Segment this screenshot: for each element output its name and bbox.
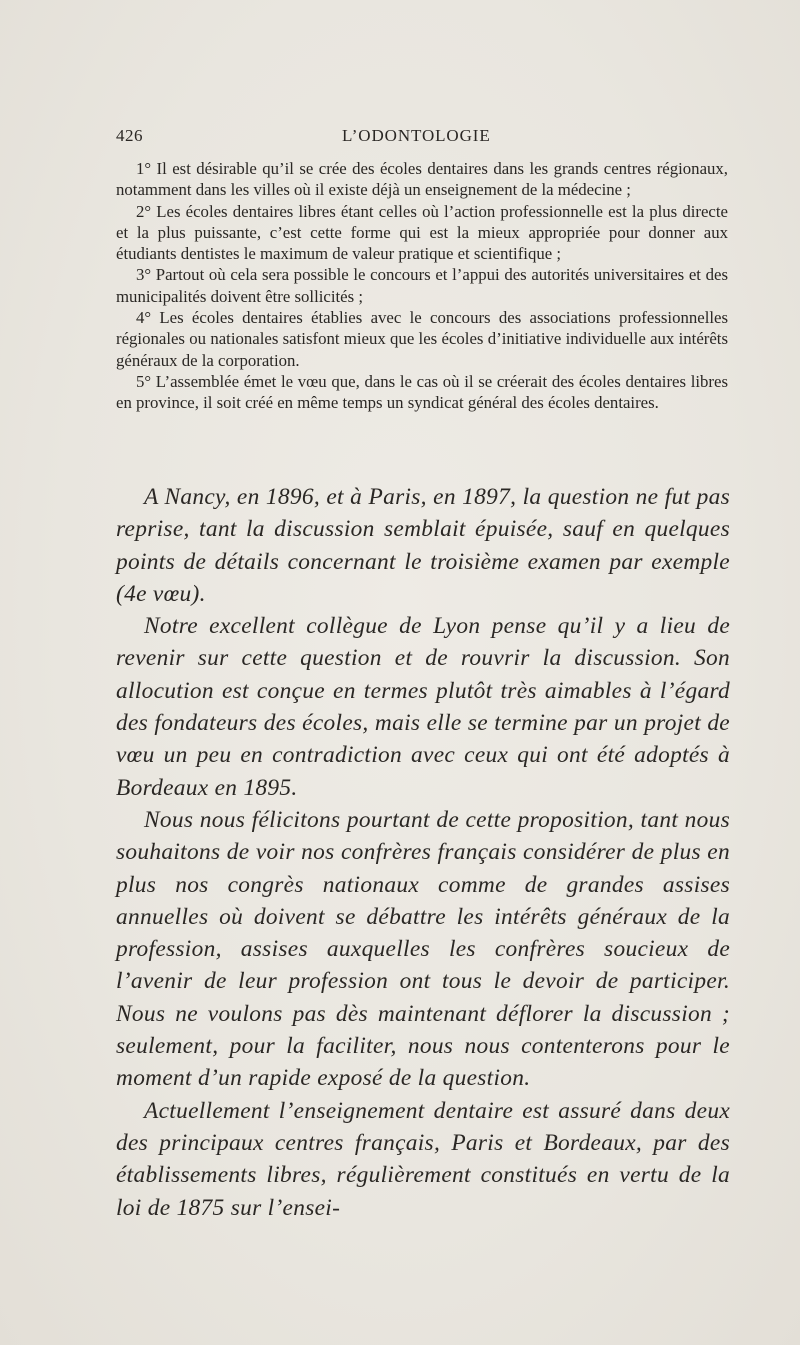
resolutions-list	[116, 158, 728, 414]
commentary-paragraph: Notre excellent collègue de Lyon pense qu’il y a lieu de revenir sur cette question et de rouvrir la discussion. Son allocution est conçue en termes plutôt très aimables à l’égard des fondateurs des écoles, mais elle se termine par un projet de vœu un peu en contradiction avec ceux qui ont été adoptés à Bordeaux en 1895.	[116, 613, 730, 801]
resolution-item: 2° Les écoles dentaires libres étant celles où l’action professionnelle est la plus directe et la plus puissante, c’est cette forme qui est la mieux appropriée pour donner aux étudiants dentistes le maximum de valeur pratique et scientifique ;	[116, 201, 728, 264]
commentary-paragraph: Nous nous félicitons pourtant de cette proposition, tant nous souhaitons de voir nos confrères français considérer de plus en plus nos congrès nationaux comme de grandes assises annuelles où doivent se débattre les intérêts généraux de la profession, assises auxquelles les confrères soucieux de l’avenir de leur profession ont tous le devoir de participer. Nous ne voulons pas dès maintenant déflorer la discussion ; seulement, pour la faciliter, nous nous contenterons pour le moment d’un rapide exposé de la question.	[116, 806, 730, 1092]
commentary-paragraph: Actuellement l’enseignement dentaire est assuré dans deux des principaux centres français, Paris et Bordeaux, par des établissements libres, régulièrement constitués en vertu de la loi de 1875 sur l’ensei-	[116, 1097, 730, 1221]
commentary-paragraph: A Nancy, en 1896, et à Paris, en 1897, la question ne fut pas reprise, tant la discussion semblait épuisée, sauf en quelques points de détails concernant le troisième examen par exemple (4e vœu).	[116, 484, 730, 607]
journal-title: L’ODONTOLOGIE	[342, 126, 491, 145]
page-number: 426	[116, 126, 143, 145]
commentary-text	[116, 481, 730, 1224]
resolution-item: 5° L’assemblée émet le vœu que, dans le cas où il se créerait des écoles dentaires libres en province, il soit créé en même temps un syndicat général des écoles dentaires.	[116, 371, 728, 413]
running-header	[116, 126, 730, 150]
resolution-item: 3° Partout où cela sera possible le concours et l’appui des autorités universitaires et des municipalités doivent être sollicités ;	[116, 265, 728, 306]
resolution-item: 4° Les écoles dentaires établies avec le concours des associations professionnelles régionales ou nationales satisfont mieux que les écoles d’initiative individuelle aux intérêts généraux de la corporation.	[116, 308, 728, 370]
resolution-item: 1° Il est désirable qu’il se crée des écoles dentaires dans les grands centres régionaux, notamment dans les villes où il existe déjà un enseignement de la médecine ;	[116, 159, 728, 200]
